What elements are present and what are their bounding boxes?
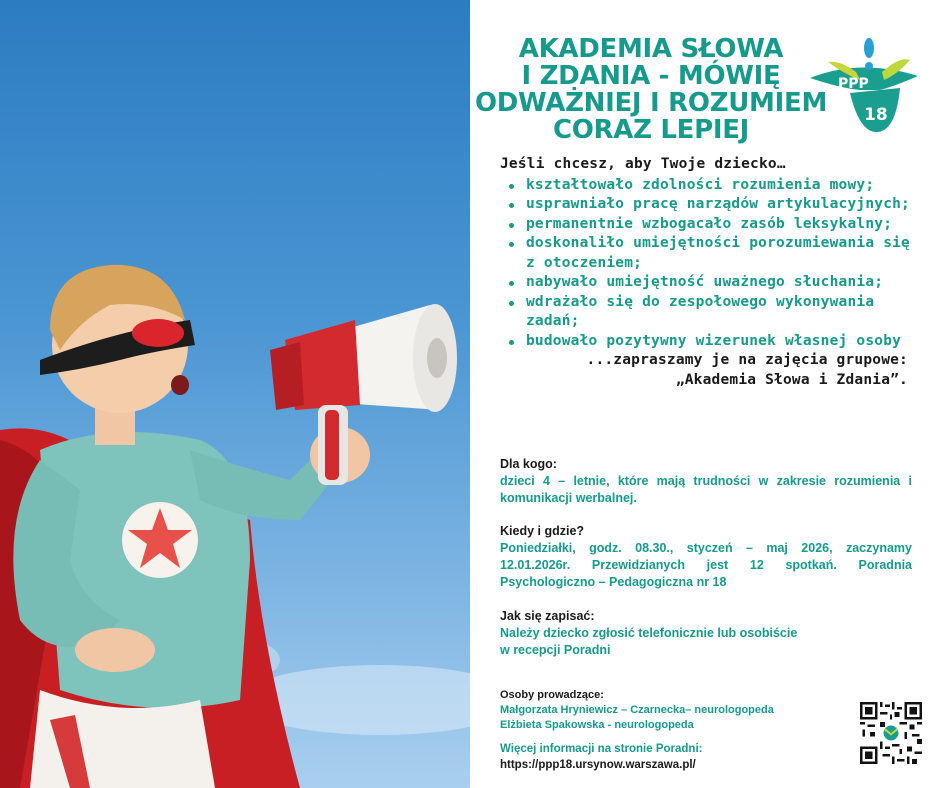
page-title: [470, 36, 832, 144]
when-where-section: [500, 523, 912, 591]
leaders-section: [500, 688, 840, 733]
section-label: Dla kogo:: [500, 457, 557, 471]
intro-section: [500, 155, 920, 390]
mask: [132, 319, 184, 347]
section-label: Kiedy i gdzie?: [500, 524, 585, 538]
qr-code-icon: [860, 702, 922, 764]
list-item: budowało pozytywny wizerunek własnej osoby: [500, 332, 920, 352]
title-line: CORAZ LEPIEJ: [552, 115, 750, 145]
intro-lead: Jeśli chcesz, aby Twoje dziecko…: [500, 156, 786, 172]
more-info-label: Więcej informacji na stronie Poradni:: [500, 743, 703, 755]
program-name: „Akademia Słowa i Zdania”.: [675, 371, 908, 388]
list-item: permanentnie wzbogacało zasób leksykalny;: [500, 215, 920, 235]
section-label: Osoby prowadzące:: [500, 689, 604, 701]
signup-section: [500, 608, 912, 659]
benefits-list: [500, 176, 920, 352]
section-text: dzieci 4 – letnie, które mają trudności w zakresie rozumienia i komunikacji werbalnej.: [500, 474, 912, 505]
section-text: w recepcji Poradni: [500, 643, 611, 657]
poster-content: [470, 0, 940, 788]
logo-number: 18: [864, 105, 888, 125]
for-whom-section: [500, 456, 912, 507]
section-label: Jak się zapisać:: [500, 609, 595, 623]
section-text: Poniedziałki, godz. 08.30., styczeń – maj 2026, zaczynamy 12.01.2026r. Przewidzianych jest 12 spotkań. Poradnia Psychologiczno – Pedagogiczna nr 18: [500, 541, 912, 589]
website-link[interactable]: https://ppp18.ursynow.warszawa.pl/: [500, 759, 696, 771]
list-item: usprawniało pracę narządów artykulacyjnych;: [500, 195, 920, 215]
section-text: Należy dziecko zgłosić telefonicznie lub osobiście: [500, 626, 798, 640]
ppp18-logo: [800, 38, 922, 134]
list-item: kształtowało zdolności rozumienia mowy;: [500, 176, 920, 196]
title-line: I ZDANIA - MÓWIĘ: [521, 61, 781, 91]
list-item: doskonaliło umiejętności porozumiewania się z otoczeniem;: [500, 234, 920, 273]
logo-text: PPP: [838, 76, 869, 92]
title-line: AKADEMIA SŁOWA: [518, 34, 784, 64]
list-item: nabywało umiejętność uważnego słuchania;: [500, 273, 920, 293]
leader-name: Małgorzata Hryniewicz – Czarnecka– neurologopeda: [500, 704, 774, 716]
list-item: wdrażało się do zespołowego wykonywania zadań;: [500, 293, 920, 332]
title-line: ODWAŻNIEJ I ROZUMIEM: [474, 88, 828, 118]
more-info-section: [500, 741, 840, 773]
invitation-line: ...zapraszamy je na zajęcia grupowe:: [586, 352, 908, 368]
leader-name: Elżbieta Spakowska - neurologopeda: [500, 719, 694, 731]
